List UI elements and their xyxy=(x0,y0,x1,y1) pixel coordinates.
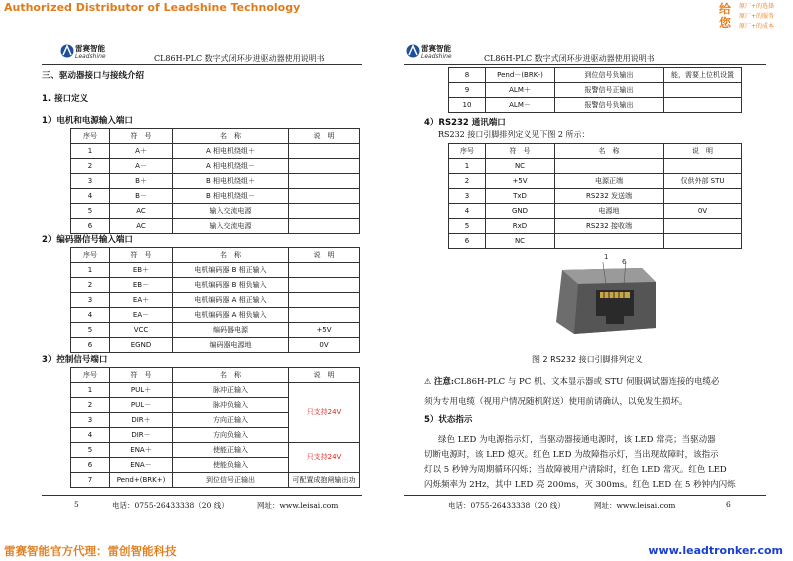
table-header-row xyxy=(449,144,742,159)
cell: 0V xyxy=(664,204,742,219)
cell: A＋ xyxy=(110,144,173,159)
right-page-footer xyxy=(404,495,766,516)
table-row xyxy=(71,308,360,323)
left-page-footer xyxy=(42,495,362,516)
cell: 6 xyxy=(71,458,110,473)
cell: 2 xyxy=(71,398,110,413)
cell: 6 xyxy=(71,219,110,234)
logo-en: Leadshine xyxy=(75,53,106,60)
cell: 电源地 xyxy=(555,204,664,219)
cell: 电源正端 xyxy=(555,174,664,189)
cell: RS232 发送端 xyxy=(555,189,664,204)
cell: +5V xyxy=(486,174,555,189)
cell: 1 xyxy=(71,144,110,159)
cell xyxy=(289,144,360,159)
cell: 电机编码器 B 相正输入 xyxy=(173,263,289,278)
note-text-1: CL86H-PLC 与 PC 机、文本显示器或 STU 伺服调试器连接的电缆必 xyxy=(454,377,720,387)
cell xyxy=(664,83,742,98)
cell: 3 xyxy=(71,174,110,189)
footer-web: 网址：www.leisai.com xyxy=(257,501,339,510)
t1-title: 1）电机和电源输入端口 xyxy=(42,116,133,126)
note-text-2: 须为专用电缆（视用户情况随机附送）使用前请确认，以免发生损坏。 xyxy=(424,397,688,407)
cell xyxy=(289,204,360,219)
left-header-title: CL86H-PLC 数字式闭环步进驱动器使用说明书 xyxy=(154,54,325,63)
table-row xyxy=(71,323,360,338)
table-row xyxy=(71,278,360,293)
cell: RxD xyxy=(486,219,555,234)
cell xyxy=(664,189,742,204)
cell: 电机编码器 A 相正输入 xyxy=(173,293,289,308)
cell: 方向负输入 xyxy=(173,428,289,443)
status-line-3: 灯以 5 秒钟为周期循环闪烁；当故障被用户清除时，红色 LED 常灭。红色 LED xyxy=(424,465,727,475)
cell: 1 xyxy=(71,383,110,398)
right-page-header xyxy=(404,40,766,65)
section-title: 三、驱动器接口与接线介绍 xyxy=(42,71,145,81)
table-row xyxy=(71,174,360,189)
cell: EB－ xyxy=(110,278,173,293)
cell: VCC xyxy=(110,323,173,338)
figure-caption: 图 2 RS232 接口引脚排列定义 xyxy=(532,355,643,364)
merged-note-24v: 只支持24V xyxy=(289,383,360,443)
table-header-row xyxy=(71,129,360,144)
table-row xyxy=(71,263,360,278)
th-symbol: 符 号 xyxy=(110,248,173,263)
cell: DIR－ xyxy=(110,428,173,443)
cell: 使能负输入 xyxy=(173,458,289,473)
cell: 方向正输入 xyxy=(173,413,289,428)
cell xyxy=(289,219,360,234)
cell: 5 xyxy=(71,443,110,458)
table-row xyxy=(71,293,360,308)
cell: 能，需要上位机设置 xyxy=(664,68,742,83)
cell: 4 xyxy=(71,189,110,204)
table-row xyxy=(449,189,742,204)
cell: A－ xyxy=(110,159,173,174)
logo-cn: 雷赛智能 xyxy=(421,44,451,53)
cell xyxy=(289,278,360,293)
cell: NC xyxy=(486,234,555,249)
page-number: 6 xyxy=(726,500,731,509)
cell xyxy=(664,159,742,174)
cell: 仅供外部 STU xyxy=(664,174,742,189)
cell: RS232 接收端 xyxy=(555,219,664,234)
warning-icon: ⚠ xyxy=(424,377,432,386)
table-row xyxy=(71,338,360,353)
cell: A 相电机绕组＋ xyxy=(173,144,289,159)
cell: A 相电机绕组－ xyxy=(173,159,289,174)
footer-phone: 电话：0755-26433338（20 线） xyxy=(112,501,229,510)
cell: NC xyxy=(486,159,555,174)
cell xyxy=(664,98,742,113)
footer-web: 网址：www.leisai.com xyxy=(594,501,676,510)
cell: PUL＋ xyxy=(110,383,173,398)
cell: 6 xyxy=(71,338,110,353)
cell: Pend+(BRK+) xyxy=(110,473,173,488)
cell: 2 xyxy=(71,278,110,293)
table-row xyxy=(71,204,360,219)
cell: ENA＋ xyxy=(110,443,173,458)
right-page xyxy=(404,40,766,518)
status-title: 5）状态指示 xyxy=(424,415,473,425)
cell: B＋ xyxy=(110,174,173,189)
cell: 脉冲负输入 xyxy=(173,398,289,413)
cell: 2 xyxy=(449,174,486,189)
cell: AC xyxy=(110,219,173,234)
leadshine-logo xyxy=(60,42,120,62)
th-symbol: 符 号 xyxy=(110,368,173,383)
cell xyxy=(664,234,742,249)
logo-en: Leadshine xyxy=(421,53,452,60)
cell: 报警信号正输出 xyxy=(555,83,664,98)
rs232-intro: RS232 接口引脚排列定义见下图 2 所示： xyxy=(438,130,590,139)
promo-line-1: 原厂+的选择 xyxy=(739,3,775,10)
cell: GND xyxy=(486,204,555,219)
cell: 7 xyxy=(71,473,110,488)
left-page xyxy=(42,40,362,518)
leadshine-logo-icon xyxy=(406,42,420,60)
agent-banner: 雷赛智能官方代理：雷创智能科技 xyxy=(4,544,177,558)
control-port-table xyxy=(70,367,360,488)
cell: EB＋ xyxy=(110,263,173,278)
table-row xyxy=(71,383,360,398)
power-port-table xyxy=(70,128,360,234)
distributor-banner: Authorized Distributor of Leadshine Technology xyxy=(4,1,301,14)
table-row xyxy=(449,159,742,174)
promo-line-2: 原厂+的服务 xyxy=(739,13,775,20)
cell: 4 xyxy=(71,428,110,443)
cell: ENA－ xyxy=(110,458,173,473)
t2-title: 2）编码器信号输入端口 xyxy=(42,235,133,245)
th-symbol: 符 号 xyxy=(110,129,173,144)
cell: 到位信号负输出 xyxy=(555,68,664,83)
cell: 可配置成抱闸输出功 xyxy=(289,473,360,488)
status-line-4: 闪烁频率为 2Hz，其中 LED 亮 200ms，灭 300ms。红色 LED 在 5 秒钟内闪烁 xyxy=(424,480,736,490)
table-row xyxy=(449,83,742,98)
cell: 使能正输入 xyxy=(173,443,289,458)
cell: 3 xyxy=(449,189,486,204)
cell: B 相电机绕组－ xyxy=(173,189,289,204)
cell: 1 xyxy=(71,263,110,278)
cell: 6 xyxy=(449,234,486,249)
table-header-row xyxy=(71,368,360,383)
th-desc: 说 明 xyxy=(289,368,360,383)
cell: 到位信号正输出 xyxy=(173,473,289,488)
cell: 2 xyxy=(71,159,110,174)
website-link[interactable]: www.leadtronker.com xyxy=(648,544,783,557)
subsection-title: 1. 接口定义 xyxy=(42,94,89,104)
cell: 编码器电源地 xyxy=(173,338,289,353)
cell xyxy=(555,234,664,249)
status-line-2: 切断电源时，该 LED 熄灭。红色 LED 为故障指示灯，当出现故障时，该指示 xyxy=(424,450,719,460)
cell xyxy=(289,263,360,278)
promo-badge xyxy=(719,2,789,34)
table-row xyxy=(71,189,360,204)
th-no: 序号 xyxy=(71,248,110,263)
cell xyxy=(289,174,360,189)
table-header-row xyxy=(71,248,360,263)
cell xyxy=(289,293,360,308)
promo-line-3: 原厂+的成本 xyxy=(739,23,775,30)
leadshine-logo xyxy=(406,42,466,62)
leadshine-logo-icon xyxy=(60,42,74,60)
promo-char-2: 您 xyxy=(719,16,732,30)
cell: 9 xyxy=(449,83,486,98)
th-no: 序号 xyxy=(71,368,110,383)
cell xyxy=(289,159,360,174)
cell: TxD xyxy=(486,189,555,204)
table-row xyxy=(71,443,360,458)
table-row xyxy=(449,98,742,113)
right-header-title: CL86H-PLC 数字式闭环步进驱动器使用说明书 xyxy=(484,54,655,63)
rs232-port-table xyxy=(448,143,742,249)
note-label: 注意: xyxy=(433,377,455,387)
cell: 5 xyxy=(71,204,110,219)
cell: AC xyxy=(110,204,173,219)
cell: 脉冲正输入 xyxy=(173,383,289,398)
cell: 3 xyxy=(71,413,110,428)
cell xyxy=(289,189,360,204)
cell: 0V xyxy=(289,338,360,353)
cell: 输入交流电源 xyxy=(173,204,289,219)
cell: Pend－(BRK-) xyxy=(486,68,555,83)
table-row xyxy=(71,219,360,234)
cell: 5 xyxy=(71,323,110,338)
promo-char-1: 给 xyxy=(719,2,732,16)
th-desc: 说 明 xyxy=(664,144,742,159)
th-name: 名 称 xyxy=(173,368,289,383)
cell: EA－ xyxy=(110,308,173,323)
status-line-1: 绿色 LED 为电源指示灯，当驱动器接通电源时，该 LED 常亮；当驱动器 xyxy=(438,435,716,445)
cell: 4 xyxy=(71,308,110,323)
cell: EA＋ xyxy=(110,293,173,308)
th-desc: 说 明 xyxy=(289,248,360,263)
table-row xyxy=(449,174,742,189)
cell: 8 xyxy=(449,68,486,83)
table-row xyxy=(71,473,360,488)
note-paragraph xyxy=(424,374,764,390)
cell xyxy=(664,219,742,234)
cell: 报警信号负输出 xyxy=(555,98,664,113)
table-row xyxy=(449,234,742,249)
logo-cn: 雷赛智能 xyxy=(75,44,105,53)
cell: 4 xyxy=(449,204,486,219)
cell: B－ xyxy=(110,189,173,204)
encoder-port-table xyxy=(70,247,360,353)
th-name: 名 称 xyxy=(555,144,664,159)
table-row xyxy=(449,204,742,219)
cell: 1 xyxy=(449,159,486,174)
table-row xyxy=(71,144,360,159)
cell: 输入交流电源 xyxy=(173,219,289,234)
th-symbol: 符 号 xyxy=(486,144,555,159)
cell: 电机编码器 A 相负输入 xyxy=(173,308,289,323)
cell xyxy=(555,159,664,174)
left-page-header xyxy=(42,40,362,65)
cell: ALM＋ xyxy=(486,83,555,98)
cell: ALM－ xyxy=(486,98,555,113)
cell: PUL－ xyxy=(110,398,173,413)
table-row xyxy=(449,68,742,83)
th-name: 名 称 xyxy=(173,248,289,263)
rs232-title: 4）RS232 通讯端口 xyxy=(424,118,506,128)
cell: 3 xyxy=(71,293,110,308)
cell: DIR＋ xyxy=(110,413,173,428)
th-no: 序号 xyxy=(449,144,486,159)
cell: 编码器电源 xyxy=(173,323,289,338)
page-number: 5 xyxy=(74,500,79,509)
cell xyxy=(289,308,360,323)
table-row xyxy=(71,159,360,174)
cell: 电机编码器 B 相负输入 xyxy=(173,278,289,293)
th-no: 序号 xyxy=(71,129,110,144)
cell: 5 xyxy=(449,219,486,234)
rj-connector-illustration xyxy=(544,262,664,340)
control-port-table-continued xyxy=(448,67,742,113)
th-desc: 说 明 xyxy=(289,129,360,144)
cell: EGND xyxy=(110,338,173,353)
pin-label-1: 1 xyxy=(604,253,609,261)
table-row xyxy=(449,219,742,234)
merged-note-24v-2: 只支持24V xyxy=(289,443,360,473)
cell: B 相电机绕组＋ xyxy=(173,174,289,189)
cell: 10 xyxy=(449,98,486,113)
cell: +5V xyxy=(289,323,360,338)
th-name: 名 称 xyxy=(173,129,289,144)
footer-phone: 电话：0755-26433338（20 线） xyxy=(448,501,565,510)
pin-label-6: 6 xyxy=(622,258,627,266)
t3-title: 3）控制信号端口 xyxy=(42,355,108,365)
